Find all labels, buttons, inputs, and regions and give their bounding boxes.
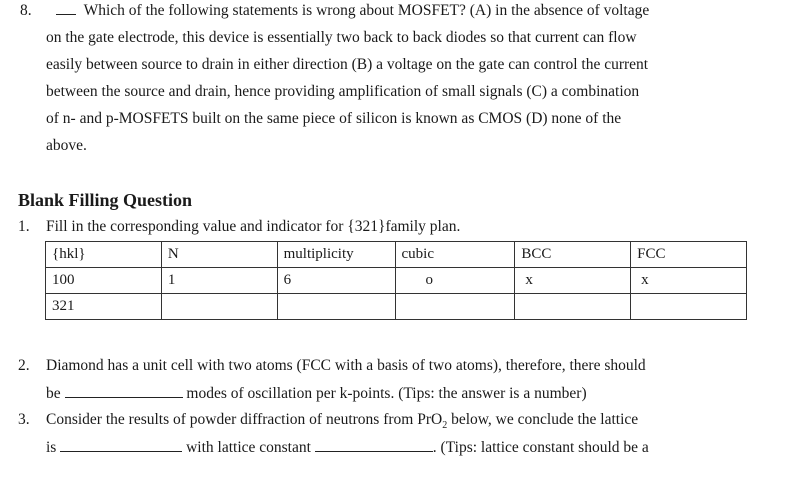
question-8-line-5: of n- and p-MOSFETS built on the same piece of silicon is known as CMOS (D) none of the (46, 110, 622, 127)
answer-cell-bcc[interactable] (515, 294, 631, 320)
question-1-text: Fill in the corresponding value and indicator for {321}family plan. (46, 218, 461, 235)
lattice-type-blank[interactable] (60, 438, 182, 452)
question-3-line-2-post: . (Tips: lattice constant should be a (432, 439, 649, 456)
question-3-line-1 (46, 411, 638, 431)
question-1-number: 1. (18, 218, 30, 235)
question-3-line-1-pre: Consider the results of powder diffraction of neutrons from PrO (46, 411, 443, 428)
question-2-line-2 (46, 384, 587, 403)
table-cell: 1 (161, 268, 277, 294)
table-cell: 321 (46, 294, 162, 320)
question-8-line-1-text: Which of the following statements is wrong about MOSFET? (A) in the absence of voltage (83, 2, 650, 19)
question-2-line-1: Diamond has a unit cell with two atoms (FCC with a basis of two atoms), therefore, there should (46, 357, 646, 374)
question-3-number: 3. (18, 411, 30, 428)
question-3-subscript: 2 (442, 420, 448, 432)
question-2-answer-blank[interactable] (65, 384, 183, 398)
question-8-line-6: above. (46, 137, 87, 154)
table-cell: x (631, 268, 747, 294)
table-header-row (46, 242, 747, 268)
table-row (46, 294, 747, 320)
lattice-constant-blank[interactable] (315, 438, 433, 452)
question-3-line-1-post: below, we conclude the lattice (447, 411, 639, 428)
question-8-line-2: on the gate electrode, this device is essentially two back to back diodes so that current can flow (46, 29, 637, 46)
header-cell-n: N (161, 242, 277, 268)
question-8-line-1 (56, 2, 649, 20)
hkl-table (45, 241, 747, 320)
answer-cell-multiplicity[interactable] (277, 294, 395, 320)
table-cell: x (515, 268, 631, 294)
answer-cell-fcc[interactable] (631, 294, 747, 320)
question-8-answer-blank[interactable] (56, 2, 76, 15)
question-2-line-2-pre: be (46, 385, 61, 402)
answer-cell-n[interactable] (161, 294, 277, 320)
header-cell-cubic: cubic (395, 242, 515, 268)
question-8-line-4: between the source and drain, hence providing amplification of small signals (C) a combination (46, 83, 640, 100)
question-3-line-2-mid: with lattice constant (186, 439, 311, 456)
question-2-number: 2. (18, 357, 30, 374)
question-2-line-2-post: modes of oscillation per k-points. (Tips: the answer is a number) (186, 385, 587, 402)
question-3-line-2-pre: is (46, 439, 57, 456)
header-cell-bcc: BCC (515, 242, 631, 268)
header-cell-hkl: {hkl} (46, 242, 162, 268)
header-cell-multiplicity: multiplicity (277, 242, 395, 268)
header-cell-fcc: FCC (631, 242, 747, 268)
answer-cell-cubic[interactable] (395, 294, 515, 320)
question-3-line-2 (46, 438, 649, 457)
table-row (46, 268, 747, 294)
question-8-line-3: easily between source to drain in either direction (B) a voltage on the gate can control the current (46, 56, 649, 73)
table-cell: o (395, 268, 515, 294)
table-cell: 6 (277, 268, 395, 294)
question-8-number: 8. (20, 2, 32, 19)
section-title: Blank Filling Question (18, 190, 193, 210)
table-cell: 100 (46, 268, 162, 294)
